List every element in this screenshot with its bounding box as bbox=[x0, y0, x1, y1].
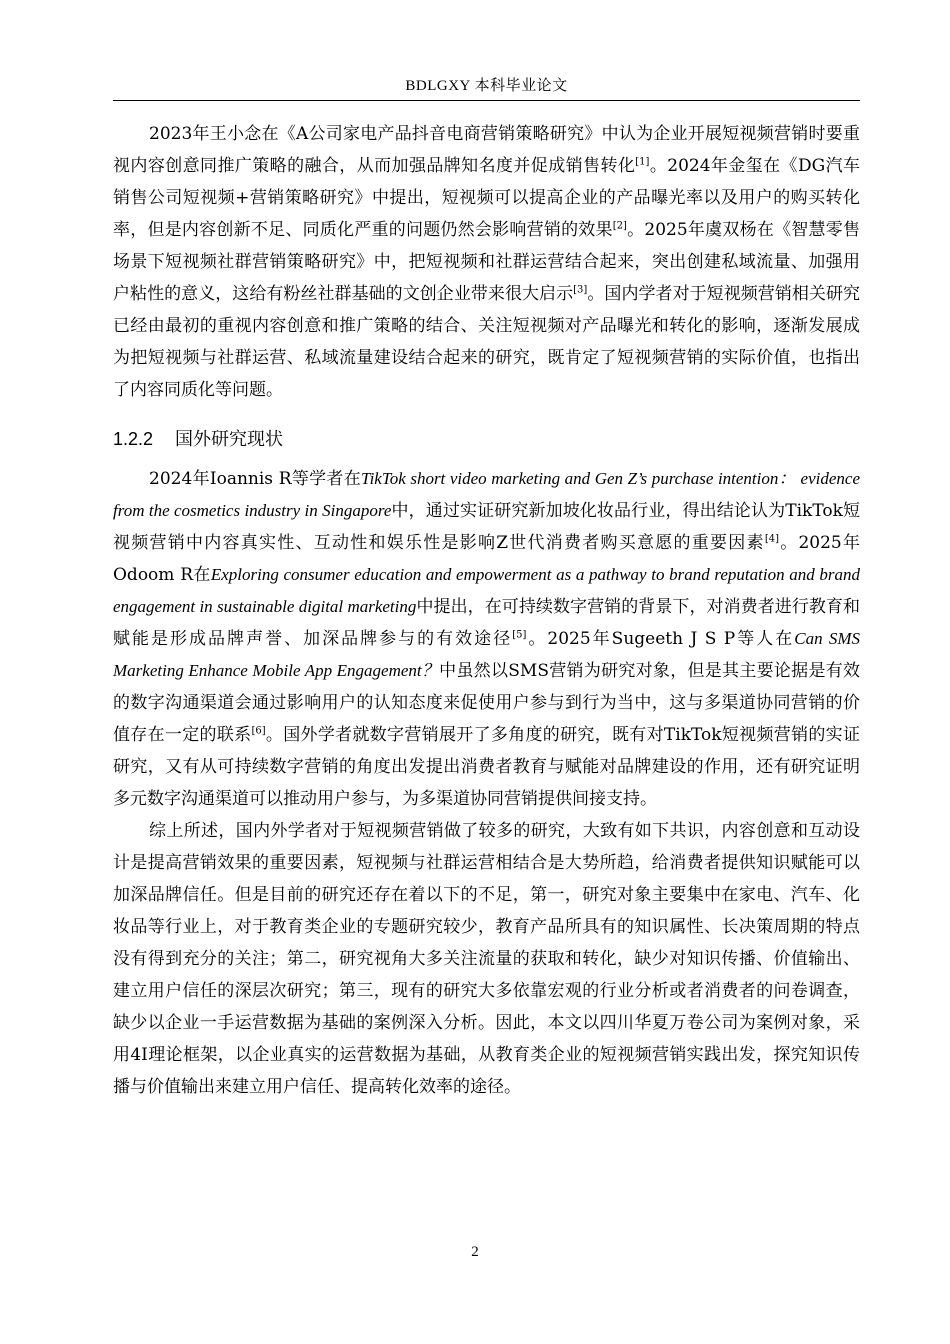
paragraph-foreign-research bbox=[113, 463, 860, 815]
cited-title: Exploring consumer education and empowerment as a pathway to brand reputation and brand engagement in sustainable digital marketing bbox=[113, 565, 861, 616]
citation-ref: [6] bbox=[251, 725, 266, 737]
cited-title: Can SMS Marketing Enhance Mobile App Engagement？ bbox=[113, 629, 860, 680]
page-number: 2 bbox=[471, 1244, 479, 1260]
paragraph-text: 。国外学者就数字营销展开了多角度的研究，既有对TikTok短视频营销的实证研究，又有从可持续数字营销的角度出发提出消费者教育与赋能对品牌建设的作用，还有研究证明多元数字沟通渠道可以推动用户参与，为多渠道协同营销提供间接支持。 bbox=[113, 725, 860, 809]
cited-title: TikTok short video marketing and Gen Z’s purchase intention： evidence from the cosmetics industry in Singapore bbox=[113, 469, 860, 520]
paragraph-text: 2024年Ioannis R等学者在 bbox=[149, 469, 362, 489]
paragraph-text: 。2025年Odoom R在 bbox=[113, 533, 860, 585]
citation-ref: [1] bbox=[635, 156, 650, 168]
citation-ref: [2] bbox=[612, 220, 627, 232]
section-number: 1.2.2 bbox=[113, 429, 154, 449]
paragraph-text: 中，通过实证研究新加坡化妆品行业，得出结论认为TikTok短视频营销中内容真实性、互动性和娱乐性是影响Z世代消费者购买意愿的重要因素 bbox=[113, 501, 860, 553]
citation-ref: [3] bbox=[573, 284, 588, 296]
paragraph-summary: 综上所述，国内外学者对于短视频营销做了较多的研究，大致有如下共识，内容创意和互动设计是提高营销效果的重要因素，短视频与社群运营相结合是大势所趋，给消费者提供知识赋能可以加深品牌信任。但是目前的研究还存在着以下的不足，第一，研究对象主要集中在家电、汽车、化妆品等行业上，对于教育类企业的专题研究较少，教育产品所具有的知识属性、长决策周期的特点没有得到充分的关注；第二，研究视角大多关注流量的获取和转化，缺少对知识传播、价值输出、建立用户信任的深层次研究；第三，现有的研究大多依靠宏观的行业分析或者消费者的问卷调查，缺少以企业一手运营数据为基础的案例深入分析。因此，本文以四川华夏万卷公司为案例对象，采用4I理论框架，以企业真实的运营数据为基础，从教育类企业的短视频营销实践出发，探究知识传播与价值输出来建立用户信任、提高转化效率的途径。 bbox=[113, 821, 860, 1097]
paragraph-text: 。2024年金玺在《DG汽车销售公司短视频+营销策略研究》中提出，短视频可以提高企业的产品曝光率以及用户的购买转化率，但是内容创新不足、同质化严重的问题仍然会影响营销的效果 bbox=[113, 156, 860, 240]
citation-ref: [4] bbox=[764, 533, 779, 545]
page-body bbox=[113, 118, 860, 1103]
page-header: BDLGXY 本科毕业论文 bbox=[405, 78, 568, 94]
header-rule bbox=[113, 100, 860, 101]
paragraph-text: 中提出，在可持续数字营销的背景下，对消费者进行教育和赋能是形成品牌声誉、加深品牌参与的有效途径 bbox=[113, 597, 861, 649]
paragraph-text: 2023年王小念在《A公司家电产品抖音电商营销策略研究》中认为企业开展短视频营销时要重视内容创意同推广策略的融合，从而加强品牌知名度并促成销售转化 bbox=[113, 124, 860, 176]
paragraph-text: 。2025年虞双杨在《智慧零售场景下短视频社群营销策略研究》中，把短视频和社群运营结合起来，突出创建私域流量、加强用户粘性的意义，这给有粉丝社群基础的文创企业带来很大启示 bbox=[113, 220, 860, 304]
paragraph-domestic-research bbox=[113, 118, 860, 406]
section-heading bbox=[113, 426, 860, 453]
citation-ref: [5] bbox=[512, 629, 527, 641]
paragraph-text: 中虽然以SMS营销为研究对象，但是其主要论据是有效的数字沟通渠道会通过影响用户的认知态度来促使用户参与到行为当中，这与多渠道协同营销的价值存在一定的联系 bbox=[113, 661, 860, 745]
paragraph-text: 。国内学者对于短视频营销相关研究已经由最初的重视内容创意和推广策略的结合、关注短视频对产品曝光和转化的影响，逐渐发展成为把短视频与社群运营、私域流量建设结合起来的研究，既肯定了短视频营销的实际价值，也指出了内容同质化等问题。 bbox=[113, 284, 861, 400]
paragraph-text: 。2025年Sugeeth J S P等人在 bbox=[526, 629, 795, 649]
section-title: 国外研究现状 bbox=[175, 429, 284, 450]
